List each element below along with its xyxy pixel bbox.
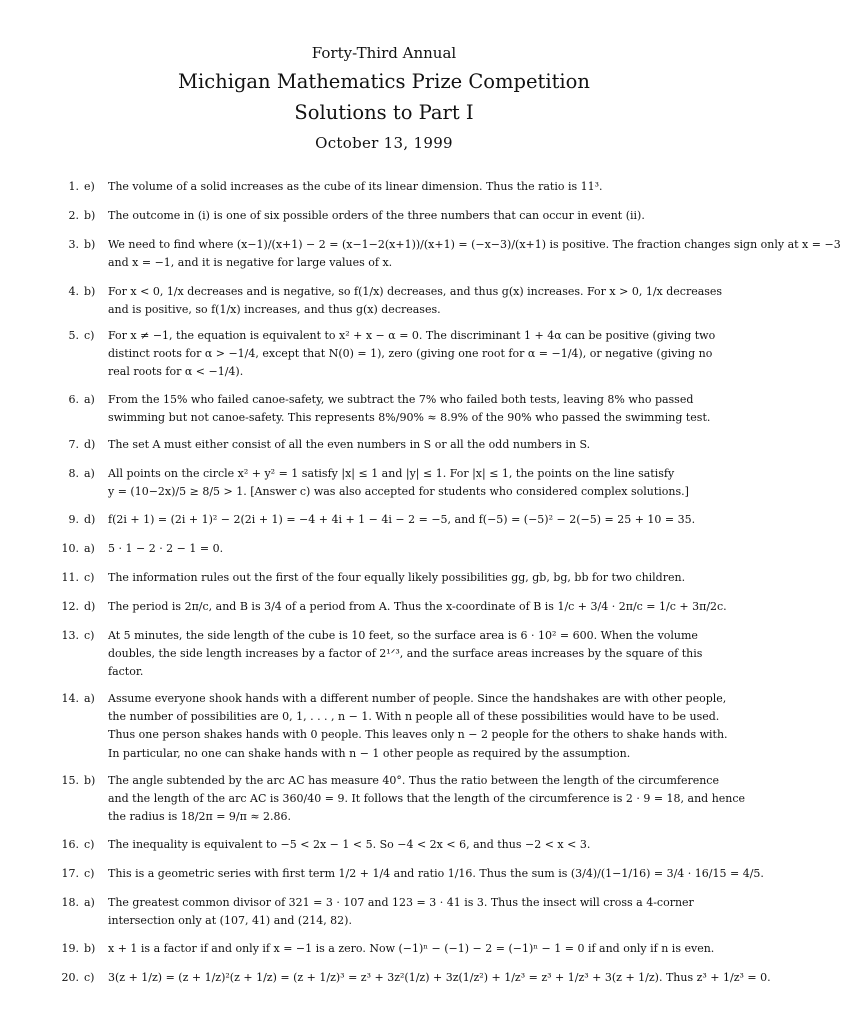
solution-text [108,207,704,225]
answer-choice: a) [84,393,95,406]
solution-text [108,236,841,272]
solution-line: swimming but not canoe-safety. This represents 8%/90% ≈ 8.9% of the 90% who passed the swimming test. [108,411,711,425]
solution-text [108,940,715,958]
answer-choice: c) [84,971,95,984]
solution-line: The volume of a solid increases as the cube of its linear dimension. Thus the ratio is 11³. [108,180,603,193]
solution-line: We need to find where (x−1)/(x+1) − 2 = (x−1−2(x+1))/(x+1) = (−x−3)/(x+1) is positive. The fraction changes sign only at x = −3 [108,238,841,251]
solution-text [108,178,704,196]
solution-line: All points on the circle x² + y² = 1 satisfy |x| ≤ 1 and |y| ≤ 1. For |x| ≤ 1, the points on the line satisfy [108,467,675,480]
problem-number: 3. [68,238,79,251]
answer-choice: c) [84,629,95,642]
solution-text [108,436,704,454]
answer-choice: a) [84,467,95,480]
solution-line: 3(z + 1/z) = (z + 1/z)²(z + 1/z) = (z + 1/z)³ = z³ + 3z²(1/z) + 3z(1/z²) + 1/z³ = z³ + 1/z³ + 3(z + 1/z). Thus z³ + 1/z³ = 0. [108,971,771,984]
solution-text [108,569,704,587]
solution-line: For x < 0, 1/x decreases and is negative, so f(1/x) decreases, and thus g(x) increases. For x > 0, 1/x decreases [108,285,723,298]
answer-choice: d) [84,600,96,613]
solution-line: The angle subtended by the arc AC has measure 40°. Thus the ratio between the length of the circumference [108,774,719,787]
competition-edition: Forty-Third Annual [311,44,457,62]
solution-text [108,540,704,558]
answer-choice: b) [84,774,96,787]
problem-number: 5. [68,329,79,342]
solution-text [108,894,704,930]
problem-number: 12. [61,600,79,613]
problem-number: 2. [68,209,79,222]
solution-line: 5 · 1 − 2 · 2 − 1 = 0. [108,542,224,555]
solution-text [108,511,704,529]
solution-line: real roots for α < −1/4). [108,365,244,379]
solution-line: factor. [108,665,144,679]
answer-choice: a) [84,692,95,705]
problem-number: 1. [68,180,79,193]
answer-choice: e) [84,180,95,193]
solution-line: The set A must either consist of all the even numbers in S or all the odd numbers in S. [108,438,591,451]
solution-line: At 5 minutes, the side length of the cube is 10 feet, so the surface area is 6 · 10² = 600. When the volume [108,629,698,642]
answer-choice: c) [84,838,95,851]
solution-line: x + 1 is a factor if and only if x = −1 is a zero. Now (−1)ⁿ − (−1) − 2 = (−1)ⁿ − 1 = 0 if and only if n is even. [108,942,715,955]
solution-text [108,391,711,427]
competition-date: October 13, 1999 [315,134,453,152]
solution-text [108,865,764,883]
solution-text [108,327,716,382]
answer-choice: d) [84,438,96,451]
answer-choice: b) [84,285,96,298]
solution-line: The period is 2π/c, and B is 3/4 of a period from A. Thus the x-coordinate of B is 1/c + 3/4 · 2π/c = 1/c + 3π/2c. [108,600,727,613]
solution-line: The outcome in (i) is one of six possible orders of the three numbers that can occur in event (ii). [108,209,645,222]
answer-choice: b) [84,942,96,955]
problem-number: 17. [61,867,79,880]
solution-line: and the length of the arc AC is 360/40 = 9. It follows that the length of the circumference is 2 · 9 = 18, and hence [108,792,746,806]
answer-choice: c) [84,571,95,584]
answer-choice: c) [84,867,95,880]
solution-text [108,772,746,827]
problem-number: 9. [68,513,79,526]
solution-line: This is a geometric series with first term 1/2 + 1/4 and ratio 1/16. Thus the sum is (3/4)/(1−1/16) = 3/4 · 16/15 = 4/5. [108,867,764,880]
solution-line: the radius is 18/2π = 9/π ≈ 2.86. [108,810,292,824]
solution-line: In particular, no one can shake hands with n − 1 other people as required by the assumption. [108,746,631,760]
page-title: Solutions to Part I [294,101,474,124]
solution-line: intersection only at (107, 41) and (214, 82). [108,914,352,928]
answer-choice: b) [84,238,96,251]
solution-line: y = (10−2x)/5 ≥ 8/5 > 1. [Answer c) was also accepted for students who considered complex solutions.] [108,485,689,499]
problem-number: 15. [61,774,79,787]
solution-line: The inequality is equivalent to −5 < 2x − 1 < 5. So −4 < 2x < 6, and thus −2 < x < 3. [108,838,591,851]
solution-text [108,465,704,501]
solution-line: The greatest common divisor of 321 = 3 · 107 and 123 = 3 · 41 is 3. Thus the insect will cross a 4-corner [108,896,694,909]
solution-line: f(2i + 1) = (2i + 1)² − 2(2i + 1) = −4 + 4i + 1 − 4i − 2 = −5, and f(−5) = (−5)² − 2(−5) = 25 + 10 = 35. [108,513,696,526]
solution-line: The information rules out the first of the four equally likely possibilities gg, gb, bg, bb for two children. [108,571,686,584]
problem-number: 11. [61,571,79,584]
problem-number: 6. [68,393,79,406]
answer-choice: d) [84,513,96,526]
solution-line: distinct roots for α > −1/4, except that N(0) = 1), zero (giving one root for α = −1/4), or negative (giving no [108,347,713,361]
problem-number: 18. [61,896,79,909]
solution-line: and x = −1, and it is negative for large values of x. [108,256,393,270]
problem-number: 13. [61,629,79,642]
problem-number: 19. [61,942,79,955]
competition-title: Michigan Mathematics Prize Competition [178,70,590,93]
solution-line: From the 15% who failed canoe-safety, we subtract the 7% who failed both tests, leaving 8% who passed [108,393,694,406]
problem-number: 8. [68,467,79,480]
solution-text [108,690,728,763]
solution-line: Assume everyone shook hands with a different number of people. Since the handshakes are with other people, [108,692,727,705]
problem-number: 4. [68,285,79,298]
solution-line: the number of possibilities are 0, 1, . . . , n − 1. With n people all of these possibilities would have to be used. [108,710,720,724]
solution-line: and is positive, so f(1/x) increases, and thus g(x) decreases. [108,303,441,317]
solution-text [108,969,771,987]
solution-text [108,836,704,854]
answer-choice: b) [84,209,96,222]
problem-number: 7. [68,438,79,451]
solution-text [108,627,704,682]
answer-choice: c) [84,329,95,342]
problem-number: 10. [61,542,79,555]
answer-choice: a) [84,896,95,909]
answer-choice: a) [84,542,95,555]
problem-number: 14. [61,692,79,705]
solution-text [108,598,727,616]
solution-text [108,283,723,319]
problem-number: 16. [61,838,79,851]
solution-line: For x ≠ −1, the equation is equivalent to x² + x − α = 0. The discriminant 1 + 4α can be positive (giving two [108,329,716,342]
problem-number: 20. [61,971,79,984]
solution-line: Thus one person shakes hands with 0 people. This leaves only n − 2 people for the others to shake hands with. [108,728,728,742]
solution-line: doubles, the side length increases by a factor of 2¹ᐟ³, and the surface areas increases by the square of this [108,647,703,661]
